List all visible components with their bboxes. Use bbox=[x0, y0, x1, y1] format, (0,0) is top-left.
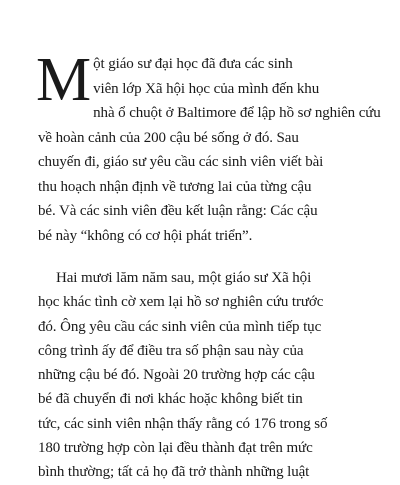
text-line: viên lớp Xã hội học của mình đến khu bbox=[93, 80, 320, 97]
text-line: tức, các sinh viên nhận thấy rằng có 176 trong số bbox=[38, 415, 328, 432]
text-line: Hai mươi lăm năm sau, một giáo sư Xã hội bbox=[56, 270, 312, 286]
drop-cap: M bbox=[36, 46, 92, 114]
text-line: bé. Và các sinh viên đều kết luận rằng: Các cậu bbox=[38, 203, 318, 219]
paragraph-1 bbox=[36, 46, 381, 248]
text-line: thu hoạch nhận định về tương lai của từng cậu bbox=[38, 178, 312, 195]
text-line: công trình ấy để điều tra số phận sau này của bbox=[38, 342, 304, 359]
text-line: nhà ổ chuột ở Baltimore để lập hồ sơ nghiên cứu bbox=[93, 105, 381, 121]
text-line: đó. Ông yêu cầu các sinh viên của mình tiếp tục bbox=[38, 318, 322, 335]
text-line: những cậu bé đó. Ngoài 20 trường hợp các cậu bbox=[38, 367, 315, 384]
paragraph-2 bbox=[38, 266, 366, 485]
text-line: bé này “không có cơ hội phát triển”. bbox=[38, 227, 253, 244]
text-line: chuyến đi, giáo sư yêu cầu các sinh viên viết bài bbox=[38, 154, 324, 170]
text-line: bình thường; tất cả họ đã trở thành những luật bbox=[38, 464, 310, 481]
text-line: ột giáo sư đại học đã đưa các sinh bbox=[93, 56, 293, 72]
text-line: học khác tình cờ xem lại hồ sơ nghiên cứu trước bbox=[38, 294, 324, 311]
text-line: về hoàn cảnh của 200 cậu bé sống ở đó. Sau bbox=[38, 129, 299, 146]
text-line: bé đã chuyển đi nơi khác hoặc không biết tin bbox=[38, 391, 303, 408]
body-text bbox=[36, 46, 381, 485]
text-line: 180 trường hợp còn lại đều thành đạt trên mức bbox=[38, 440, 313, 457]
